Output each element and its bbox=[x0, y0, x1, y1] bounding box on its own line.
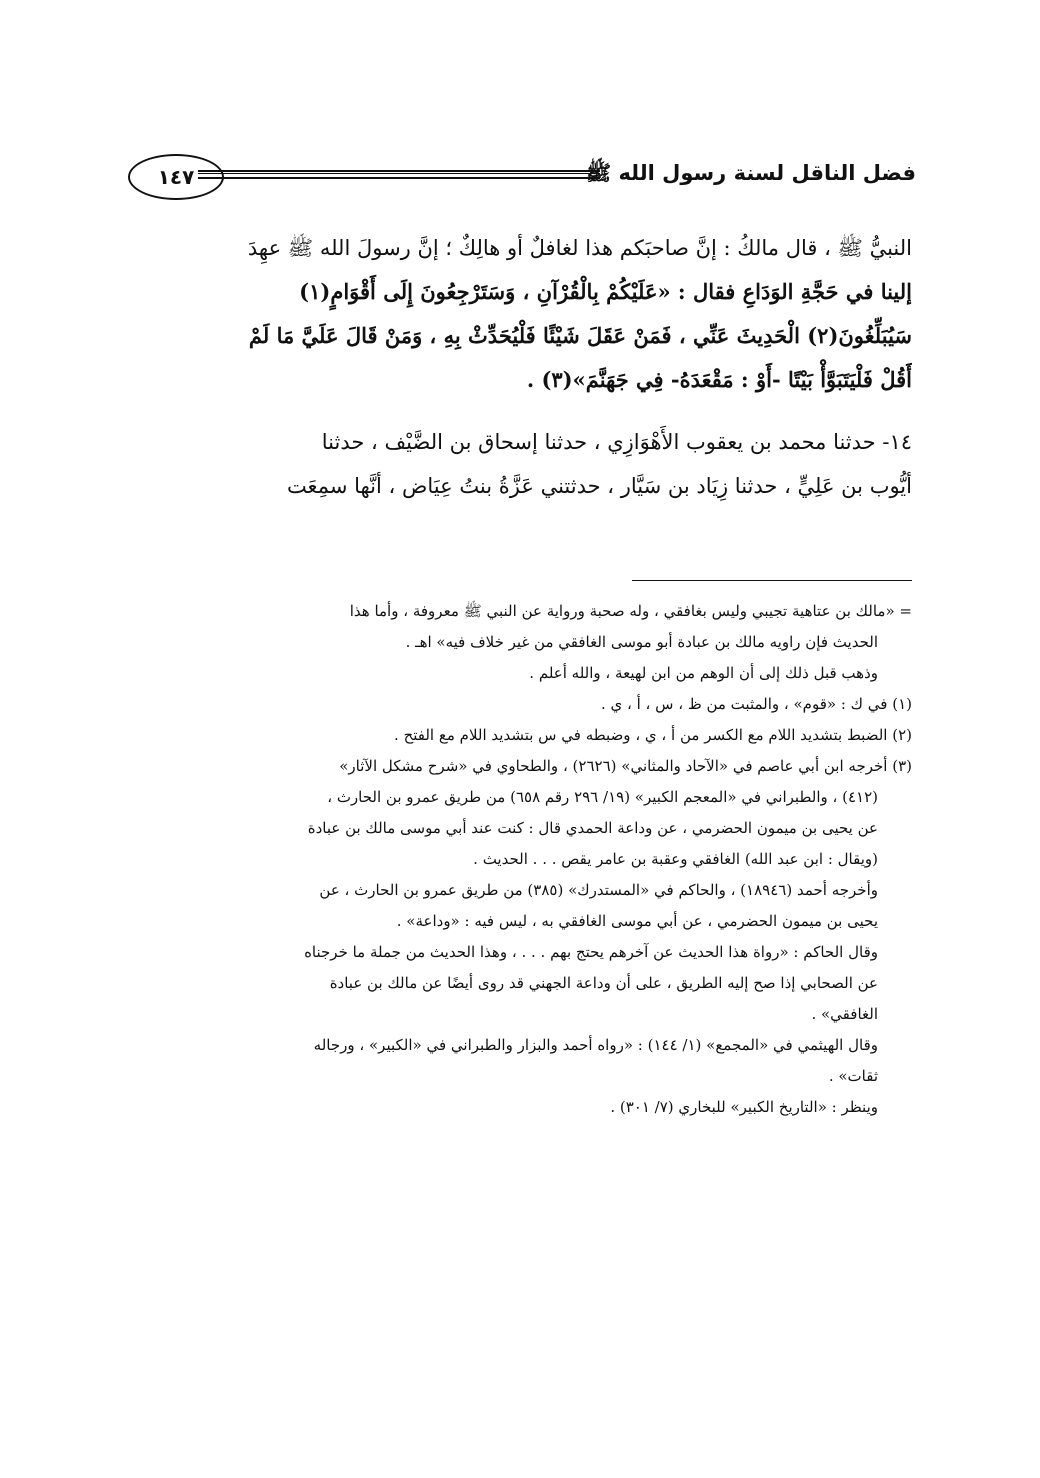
footnote-line: وأخرجه أحمد (١٨٩٤٦) ، والحاكم في «المستدرك» (٣٨٥) من طريق عمرو بن الحارث ، عن bbox=[319, 881, 878, 899]
main-text bbox=[176, 226, 912, 508]
footnote-line: وقال الحاكم : «رواة هذا الحديث عن آخرهم يحتج بهم . . . ، وهذا الحديث من جملة ما خرجناه bbox=[304, 943, 878, 961]
footnote-separator bbox=[632, 580, 912, 581]
footnote-line: وقال الهيثمي في «المجمع» (١/ ١٤٤) : «رواه أحمد والبزار والطبراني في «الكبير» ، ورجاله bbox=[313, 1036, 878, 1054]
footnote-line: وذهب قبل ذلك إلى أن الوهم من ابن لهيعة ، والله أعلم . bbox=[529, 664, 878, 682]
running-title: فضل الناقل لسنة رسول الله ﷺ bbox=[585, 161, 916, 185]
footnote-line: (ويقال : ابن عبد الله) الغافقي وعقبة بن عامر يقص . . . الحديث . bbox=[473, 850, 878, 868]
header-rule-line bbox=[198, 173, 600, 174]
footnote-3: (٣) أخرجه ابن أبي عاصم في «الآحاد والمثاني» (٢٦٢٦) ، والطحاوي في «شرح مشكل الآثار» bbox=[339, 757, 912, 775]
footnotes bbox=[176, 596, 912, 1123]
footnote-line: الحديث فإن راويه مالك بن عبادة أبو موسى الغافقي من غير خلاف فيه» اهـ . bbox=[405, 633, 878, 651]
footnote-line: وينظر : «التاريخ الكبير» للبخاري (٧/ ٣٠١) . bbox=[610, 1098, 878, 1116]
footnote-line: ثقات» . bbox=[828, 1067, 878, 1085]
footnote-1: (١) في ك : «قوم» ، والمثبت من ظ ، س ، أ ، ي . bbox=[600, 695, 912, 713]
main-line: إلينا في حَجَّةِ الوَدَاعِ فقال : «عَلَيْكُمْ بِالْقُرْآنِ ، وَسَتَرْجِعُونَ إِلَى أَقْوَامٍ(١) bbox=[299, 279, 912, 304]
main-line: أَقُلْ فَلْيَتَبَوَّأْ بَيْتًا -أَوْ : مَقْعَدَهُ- فِي جَهَنَّمَ»(٣) . bbox=[526, 367, 912, 392]
main-line: سَيُبَلِّغُونَ(٢) الْحَدِيثَ عَنِّي ، فَمَنْ عَقَلَ شَيْئًا فَلْيُحَدِّثْ بِهِ ، وَمَنْ قَالَ عَلَيَّ مَا لَمْ bbox=[248, 323, 912, 348]
footnote-line: (٤١٢) ، والطبراني في «المعجم الكبير» (١٩/ ٢٩٦ رقم ٦٥٨) من طريق عمرو بن الحارث ، bbox=[327, 788, 878, 806]
footnote-line: = «مالك بن عتاهية تجيبي وليس بغافقي ، وله صحبة ورواية عن النبي ﷺ معروفة ، وأما هذا bbox=[349, 602, 912, 620]
page-header bbox=[128, 146, 928, 216]
page-number: ١٤٧ bbox=[128, 154, 224, 200]
footnote-2: (٢) الضبط بتشديد اللام مع الكسر من أ ، ي ، وضبطه في س بتشديد اللام مع الفتح . bbox=[394, 726, 912, 744]
main-line: النبيُّ ﷺ ، قال مالكُ : إنَّ صاحبَكم هذا لغافلٌ أو هالِكٌ ؛ إنَّ رسولَ الله ﷺ عهِدَ bbox=[247, 236, 912, 260]
footnote-line: يحيى بن ميمون الحضرمي ، عن أبي موسى الغافقي به ، ليس فيه : «وداعة» . bbox=[396, 912, 878, 930]
main-line-hadith-14: ١٤- حدثنا محمد بن يعقوب الأَهْوَازِي ، حدثنا إسحاق بن الضَّيْف ، حدثنا bbox=[321, 430, 912, 454]
main-line: أيُّوب بن عَلِيٍّ ، حدثنا زِيَاد بن سَيَّار ، حدثتني عَزَّةُ بنتُ عِيَاض ، أنَّها سمِعَت bbox=[286, 474, 912, 498]
header-double-rule bbox=[198, 170, 600, 179]
footnote-line: الغافقي» . bbox=[811, 1005, 878, 1023]
footnote-line: عن الصحابي إذا صح إليه الطريق ، على أن وداعة الجهني قد روى أيضًا عن مالك بن عبادة bbox=[329, 974, 878, 992]
footnote-line: عن يحيى بن ميمون الحضرمي ، عن وداعة الحمدي قال : كنت عند أبي موسى مالك بن عبادة bbox=[307, 819, 878, 837]
